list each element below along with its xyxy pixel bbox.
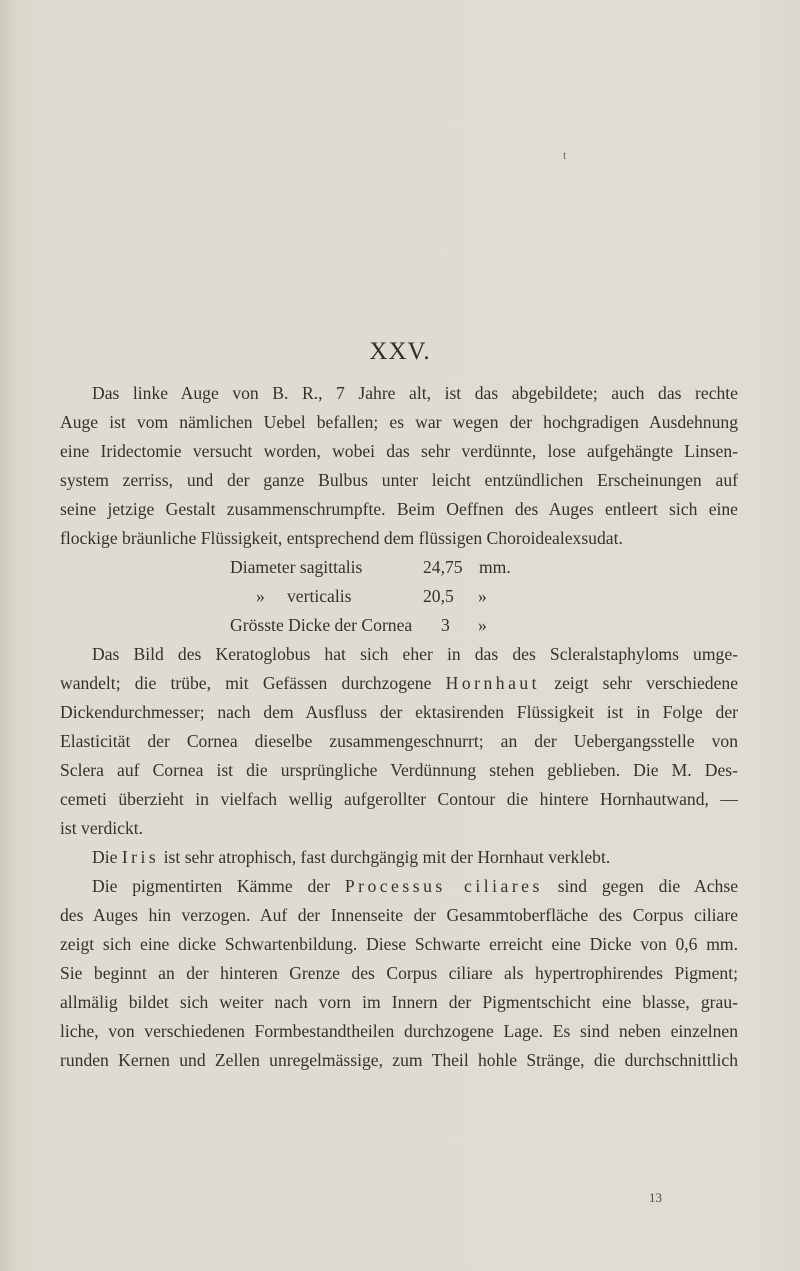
text-line: flockige bräunliche Flüssigkeit, entsprechend dem flüssigen Choroidealexsudat. <box>60 528 623 548</box>
measurement-value: 20,5 <box>423 586 454 606</box>
measurement-row <box>60 611 738 640</box>
text-line <box>60 843 738 872</box>
text-line: Das linke Auge von B. R., 7 Jahre alt, ist das abgebildete; auch das rechte <box>92 383 738 403</box>
text-line: eine Iridectomie versucht worden, wobei das sehr verdünnte, lose aufgehängte Linsen- <box>60 441 738 461</box>
text-line: Auge ist vom nämlichen Uebel befallen; es war wegen der hochgradigen Ausdehnung <box>60 412 738 432</box>
text-line: Dickendurchmesser; nach dem Ausfluss der ektasirenden Flüssigkeit ist in Folge der <box>60 702 738 722</box>
text-fragment: sind gegen die Achse <box>557 876 739 896</box>
spaced-term-processus-ciliares: Processus ciliares <box>344 876 543 896</box>
text-line: runden Kernen und Zellen unregelmässige, zum Theil hohle Stränge, die durchschnittlich <box>60 1050 738 1070</box>
measurement-unit: mm. <box>479 557 511 577</box>
text-line <box>60 872 738 901</box>
text-line: Sclera auf Cornea ist die ursprüngliche Verdünnung stehen geblieben. Die M. Des- <box>60 760 738 780</box>
measurement-row <box>60 582 738 611</box>
measurements-table <box>60 553 738 640</box>
measurement-unit: » <box>478 586 487 606</box>
ditto-mark: » <box>256 586 265 606</box>
text-line: liche, von verschiedenen Formbestandtheilen durchzogene Lage. Es sind neben einzelnen <box>60 1021 738 1041</box>
text-fragment: Die <box>92 847 118 867</box>
text-line: zeigt sich eine dicke Schwartenbildung. Diese Schwarte erreicht eine Dicke von 0,6 mm. <box>60 934 738 954</box>
spaced-term-hornhaut: Hornhaut <box>445 673 541 693</box>
paragraph-keratoglobus <box>60 640 738 843</box>
body-text <box>60 379 738 1075</box>
paragraph-case-description <box>60 379 738 553</box>
text-line: des Auges hin verzogen. Auf der Innenseite der Gesammtoberfläche des Corpus ciliare <box>60 905 738 925</box>
text-fragment: Die pigmentirten Kämme der <box>92 876 330 896</box>
text-fragment: wandelt; die trübe, mit Gefässen durchzogene <box>60 673 432 693</box>
measurement-label: Grösste Dicke der Cornea <box>230 615 413 635</box>
measurement-value: 3 <box>441 615 450 635</box>
stray-mark: t <box>563 148 567 162</box>
paragraph-processus-ciliares <box>60 872 738 1075</box>
text-line: Elasticität der Cornea dieselbe zusammengeschnurrt; an der Uebergangsstelle von <box>60 731 738 751</box>
measurement-label: Diameter sagittalis <box>230 557 363 577</box>
paragraph-iris <box>60 843 738 872</box>
measurement-row <box>60 553 738 582</box>
text-line: ist verdickt. <box>60 818 144 838</box>
text-line: seine jetzige Gestalt zusammenschrumpfte. Beim Oeffnen des Auges entleert sich eine <box>60 499 738 519</box>
measurement-label: verticalis <box>287 586 352 606</box>
measurement-unit: » <box>478 615 487 635</box>
text-line: allmälig bildet sich weiter nach vorn im Innern der Pigmentschicht eine blasse, grau- <box>60 992 738 1012</box>
page-number: 13 <box>649 1190 662 1205</box>
text-line: cemeti überzieht in vielfach wellig aufgerollter Contour die hintere Hornhautwand, — <box>60 789 738 809</box>
text-fragment: zeigt sehr verschiedene <box>554 673 738 693</box>
text-line: Das Bild des Keratoglobus hat sich eher in das des Scleralstaphyloms umge- <box>92 644 738 664</box>
chapter-heading: XXV. <box>369 338 431 365</box>
text-line: Sie beginnt an der hinteren Grenze des Corpus ciliare als hypertrophirendes Pigment; <box>60 963 738 983</box>
measurement-value: 24,75 <box>423 557 463 577</box>
text-fragment: ist sehr atrophisch, fast durchgängig mit der Hornhaut verklebt. <box>163 847 611 867</box>
spaced-term-iris: Iris <box>121 847 160 867</box>
text-line <box>60 669 738 698</box>
text-line: system zerriss, und der ganze Bulbus unter leicht entzündlichen Erscheinungen auf <box>60 470 738 490</box>
